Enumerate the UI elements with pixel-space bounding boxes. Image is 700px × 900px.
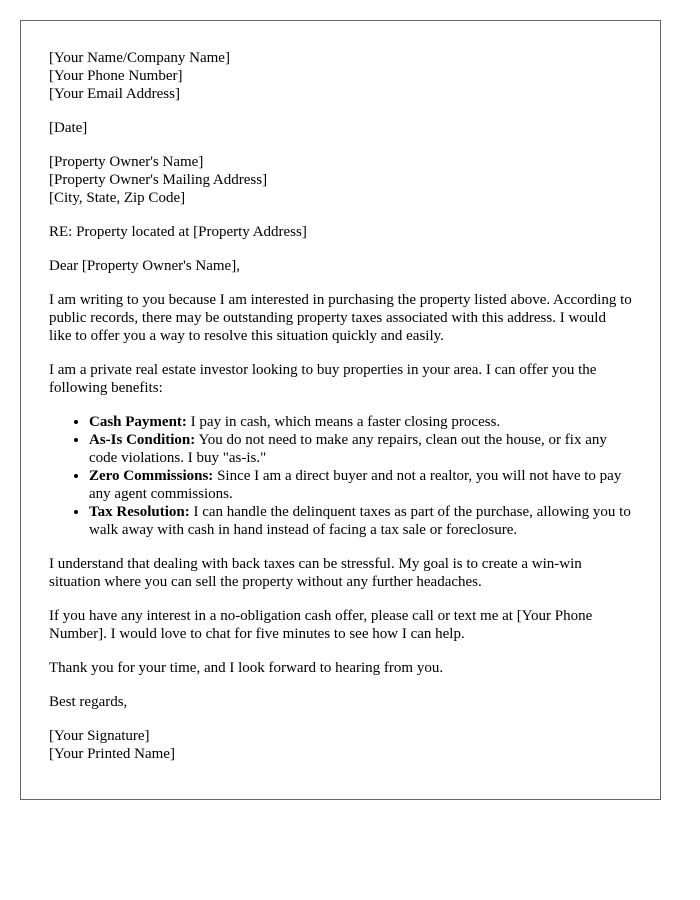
date: [Date] <box>49 120 88 136</box>
recipient-name: [Property Owner's Name] <box>49 154 204 170</box>
signature-block <box>49 727 632 763</box>
benefits-list <box>49 413 632 539</box>
benefit-text: I pay in cash, which means a faster closing process. <box>186 414 501 430</box>
sender-name: [Your Name/Company Name] <box>49 50 230 66</box>
benefit-title: Tax Resolution: <box>89 504 190 520</box>
empathy-paragraph: I understand that dealing with back taxes can be stressful. My goal is to create a win-win situation where you can sell the property without any further headaches. <box>49 556 582 590</box>
letter <box>20 20 661 800</box>
benefit-text: Since I am a direct buyer and not a realtor, you will not have to pay any agent commissions. <box>89 468 622 502</box>
sender-phone: [Your Phone Number] <box>49 68 183 84</box>
recipient-address: [Property Owner's Mailing Address] <box>49 172 268 188</box>
salutation: Dear [Property Owner's Name], <box>49 258 240 274</box>
subject-line: RE: Property located at [Property Address] <box>49 224 307 240</box>
benefit-item <box>89 467 632 503</box>
printed-name: [Your Printed Name] <box>49 746 175 762</box>
recipient-city: [City, State, Zip Code] <box>49 190 186 206</box>
thanks-paragraph: Thank you for your time, and I look forward to hearing from you. <box>49 660 444 676</box>
benefit-item <box>89 503 632 539</box>
benefit-item <box>89 413 632 431</box>
offer-paragraph: I am a private real estate investor looking to buy properties in your area. I can offer you the following benefits: <box>49 362 597 396</box>
contact-paragraph: If you have any interest in a no-obligation cash offer, please call or text me at [Your Phone Number]. I would love to chat for five minutes to see how I can help. <box>49 608 593 642</box>
benefit-title: Cash Payment: <box>89 414 187 430</box>
signoff: Best regards, <box>49 694 128 710</box>
benefit-item <box>89 431 632 467</box>
signature: [Your Signature] <box>49 728 150 744</box>
sender-email: [Your Email Address] <box>49 86 180 102</box>
benefit-title: Zero Commissions: <box>89 468 214 484</box>
benefit-text: You do not need to make any repairs, clean out the house, or fix any code violations. I buy "as-is." <box>89 432 607 466</box>
benefit-text: I can handle the delinquent taxes as part of the purchase, allowing you to walk away with cash in hand instead of facing a tax sale or foreclosure. <box>89 504 631 538</box>
sender-block <box>49 49 632 103</box>
intro-paragraph: I am writing to you because I am interested in purchasing the property listed above. According to public records, there may be outstanding property taxes associated with this address. I would like to offer you a way to resolve this situation quickly and easily. <box>49 292 632 344</box>
benefit-title: As-Is Condition: <box>89 432 196 448</box>
recipient-block <box>49 153 632 207</box>
